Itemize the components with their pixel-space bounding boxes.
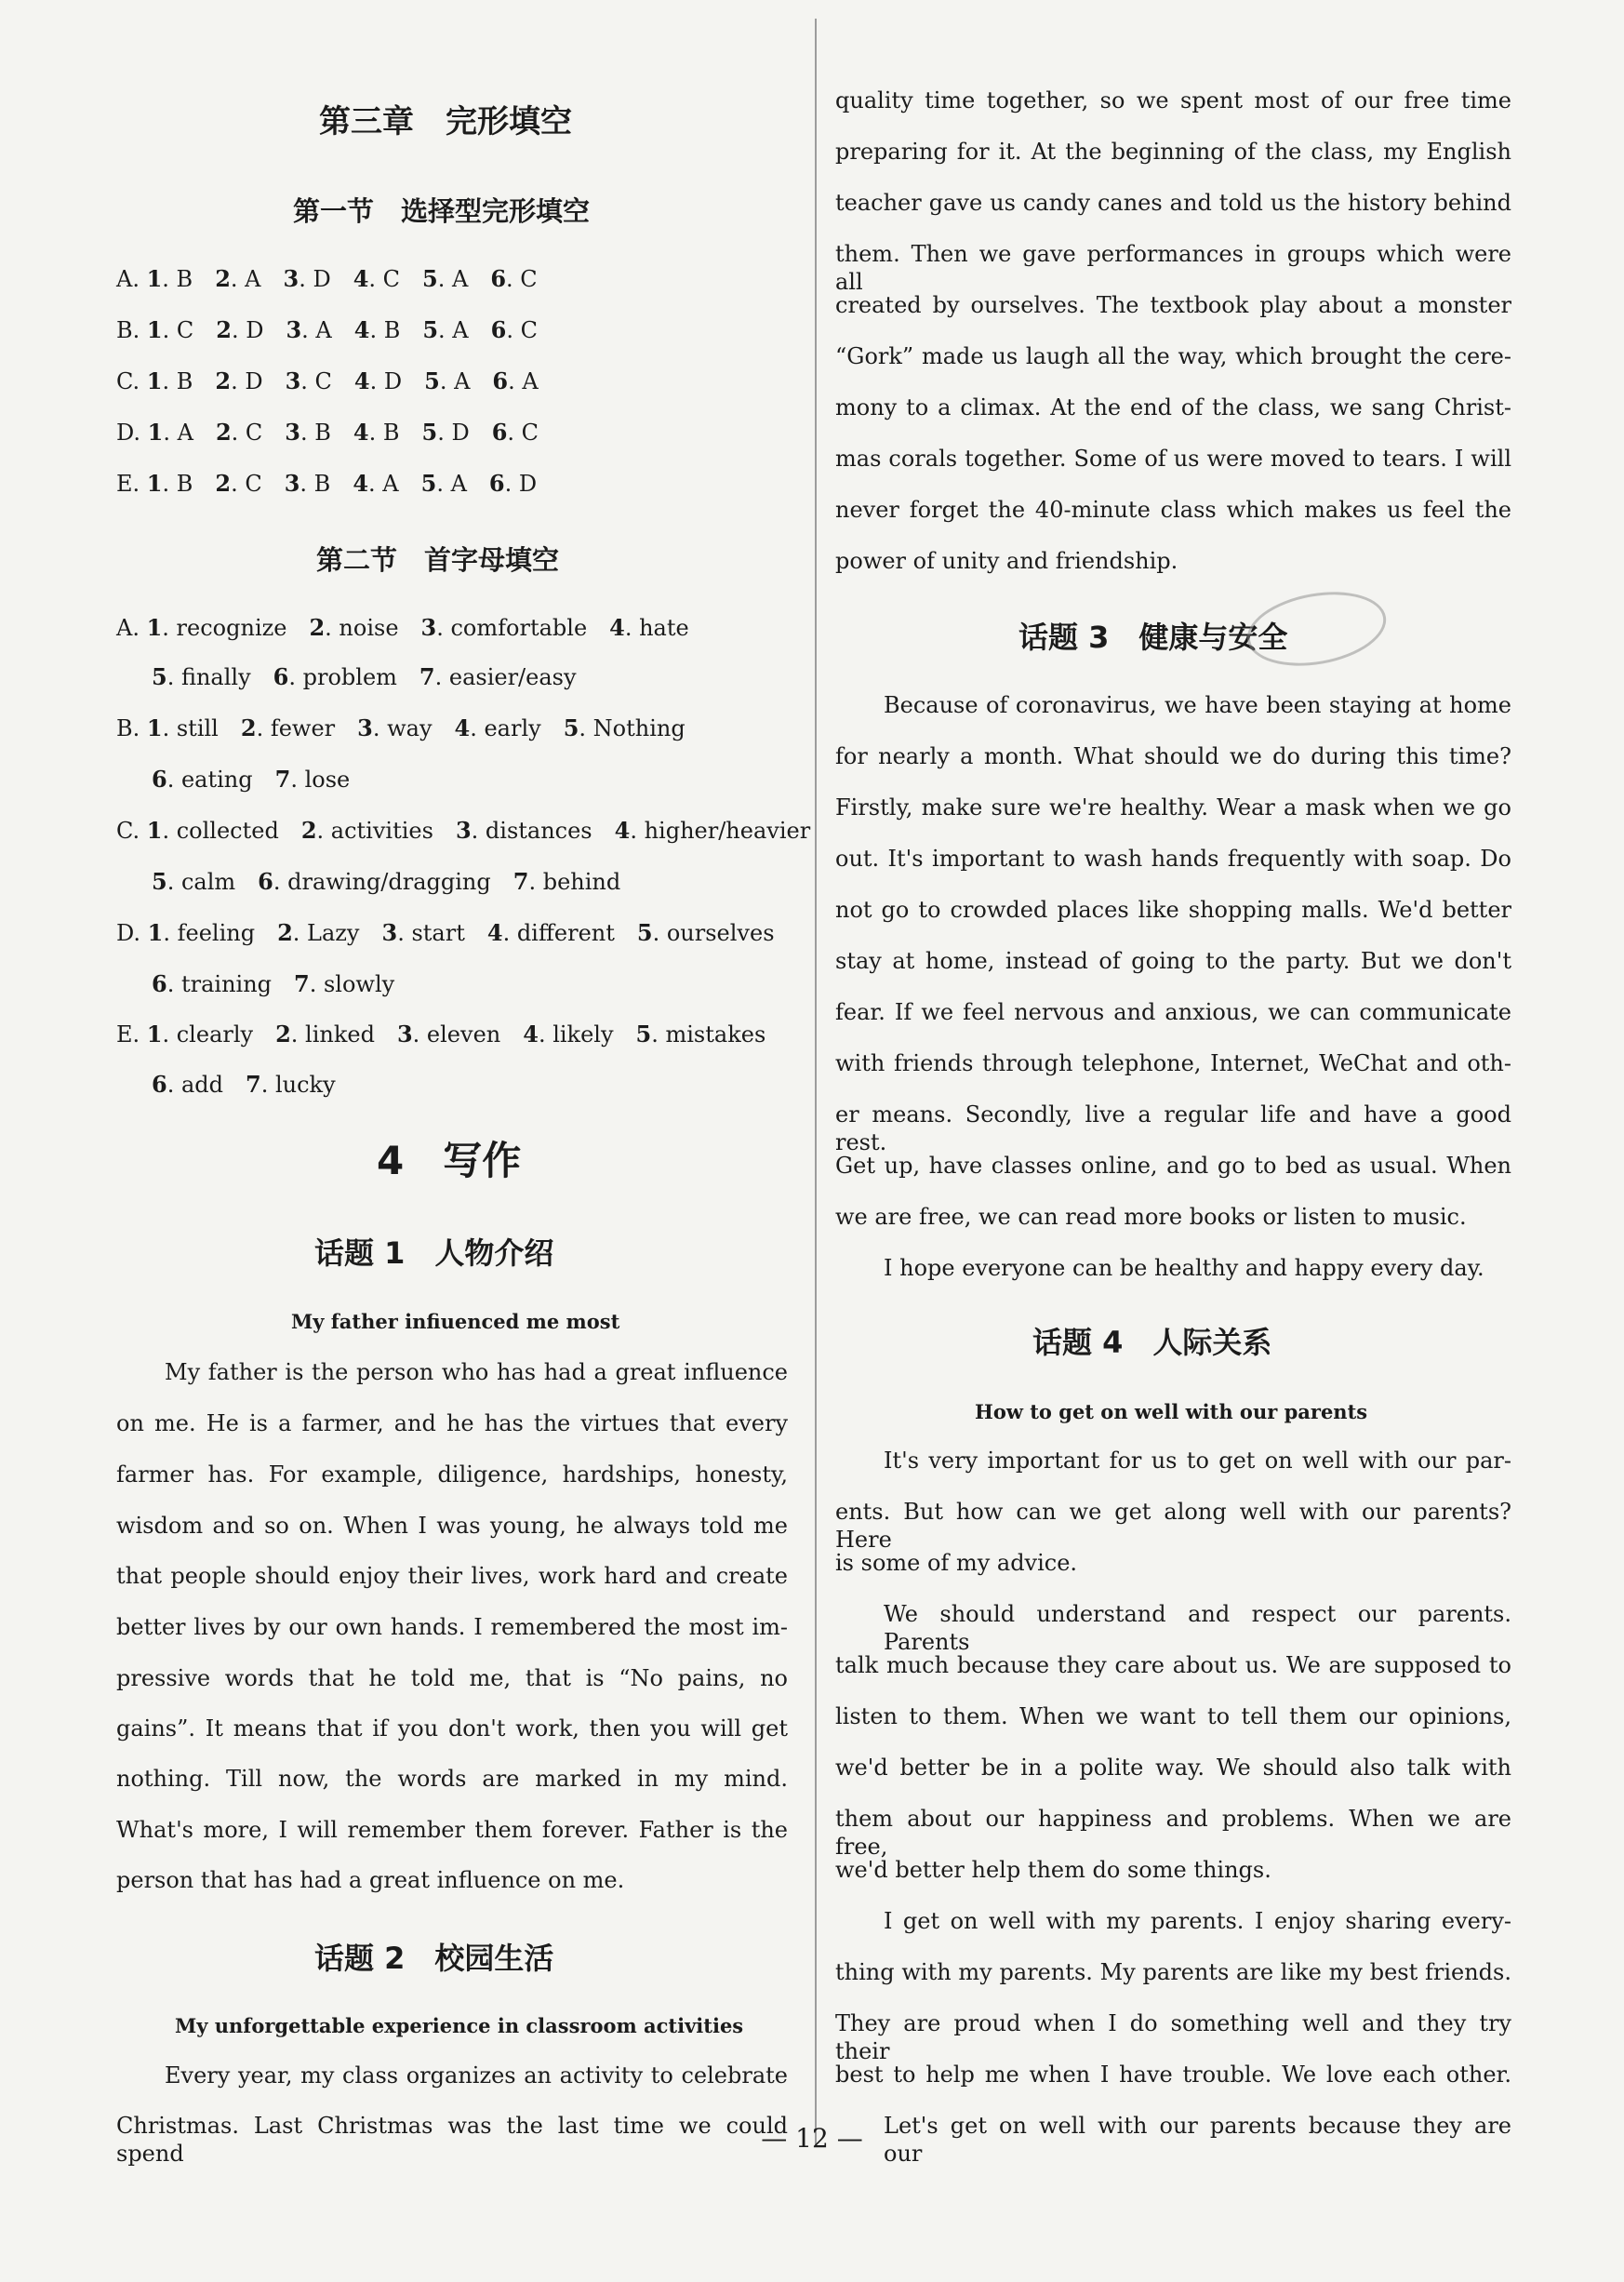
text-line: teacher gave us candy canes and told us the history behind — [835, 190, 1511, 216]
text-line: preparing for it. At the beginning of the class, my English — [835, 139, 1511, 165]
text-line: that people should enjoy their lives, work hard and create — [116, 1563, 788, 1589]
text-line: pressive words that he told me, that is “No pains, no — [116, 1665, 788, 1691]
answer-row: 6. eating 7. lose — [152, 766, 351, 793]
text-line: Let's get on well with our parents because they are our — [884, 2113, 1511, 2167]
text-line: It's very important for us to get on well with our par- — [884, 1448, 1511, 1474]
answer-row: A. 1. B 2. A 3. D 4. C 5. A 6. C — [116, 265, 538, 292]
text-line: not go to crowded places like shopping malls. We'd better — [835, 897, 1511, 923]
text-line: them. Then we gave performances in groups which were all — [835, 241, 1511, 295]
answer-row: B. 1. C 2. D 3. A 4. B 5. A 6. C — [116, 316, 538, 343]
answer-row: D. 1. feeling 2. Lazy 3. start 4. different 5. ourselves — [116, 919, 775, 946]
text-line: We should understand and respect our parents. Parents — [884, 1601, 1511, 1655]
text-line: mony to a climax. At the end of the class, we sang Christ- — [835, 394, 1511, 420]
text-line: created by ourselves. The textbook play about a monster — [835, 292, 1511, 318]
text-line: er means. Secondly, live a regular life and have a good rest. — [835, 1101, 1511, 1155]
text-line: we'd better be in a polite way. We should also talk with — [835, 1755, 1511, 1781]
answer-row: 6. add 7. lucky — [152, 1071, 336, 1098]
text-line: ents. But how can we get along well with our parents? Here — [835, 1499, 1511, 1553]
answer-row: D. 1. A 2. C 3. B 4. B 5. D 6. C — [116, 419, 539, 446]
text-line: farmer has. For example, diligence, hardships, honesty, — [116, 1461, 788, 1488]
answer-row: 5. calm 6. drawing/dragging 7. behind — [152, 868, 621, 895]
text-line: Get up, have classes online, and go to bed as usual. When — [835, 1153, 1511, 1179]
text-line: My father is the person who has had a great influence — [165, 1359, 788, 1385]
text-line: fear. If we feel nervous and anxious, we can communicate — [835, 999, 1511, 1025]
text-line: They are proud when I do something well and they try their — [835, 2010, 1511, 2064]
text-line: on me. He is a farmer, and he has the virtues that every — [116, 1410, 788, 1436]
text-line: with friends through telephone, Internet, WeChat and oth- — [835, 1050, 1511, 1076]
watermark-stamp — [1242, 581, 1392, 675]
text-line: What's more, I will remember them forever. Father is the — [116, 1817, 788, 1843]
topic2-title: 话题 2 校园生活 — [314, 1941, 554, 1976]
text-line: we'd better help them do some things. — [835, 1857, 1271, 1883]
text-line: gains”. It means that if you don't work, then you will get — [116, 1715, 788, 1742]
text-line: stay at home, instead of going to the party. But we don't — [835, 948, 1511, 974]
chapter-title: 第三章 完形填空 — [319, 103, 572, 140]
answer-row: C. 1. B 2. D 3. C 4. D 5. A 6. A — [116, 367, 539, 394]
text-line: nothing. Till now, the words are marked in my mind. — [116, 1766, 788, 1792]
topic4-title: 话题 4 人际关系 — [1032, 1325, 1272, 1360]
answer-row: B. 1. still 2. fewer 3. way 4. early 5. Nothing — [116, 714, 686, 741]
text-line: better lives by our own hands. I remembered the most im- — [116, 1614, 788, 1640]
topic1-subtitle: My father infiuenced me most — [291, 1310, 620, 1333]
text-line: listen to them. When we want to tell them our opinions, — [835, 1703, 1511, 1729]
answer-row: 6. training 7. slowly — [152, 970, 395, 997]
topic2-subtitle: My unforgettable experience in classroom activities — [175, 2014, 744, 2037]
text-line: them about our happiness and problems. When we are free, — [835, 1806, 1511, 1860]
text-line: quality time together, so we spent most of our free time — [835, 87, 1511, 113]
section1-title: 第一节 选择型完形填空 — [293, 195, 591, 227]
writing-title: 4 写作 — [377, 1138, 522, 1183]
text-line: talk much because they care about us. We are supposed to — [835, 1652, 1511, 1678]
text-line: person that has had a great influence on me. — [116, 1867, 625, 1893]
text-line: Firstly, make sure we're healthy. Wear a mask when we go — [835, 794, 1511, 821]
topic4-subtitle: How to get on well with our parents — [975, 1400, 1368, 1423]
text-line: we are free, we can read more books or listen to music. — [835, 1204, 1467, 1230]
text-line: never forget the 40-minute class which makes us feel the — [835, 497, 1511, 523]
answer-row: A. 1. recognize 2. noise 3. comfortable 4. hate — [116, 614, 689, 641]
topic3-title: 话题 3 健康与安全 — [1018, 620, 1288, 655]
text-line: Christmas. Last Christmas was the last time we could spend — [116, 2113, 788, 2167]
answer-row: C. 1. collected 2. activities 3. distances 4. higher/heavier — [116, 817, 811, 844]
answer-row: E. 1. B 2. C 3. B 4. A 5. A 6. D — [116, 470, 538, 497]
text-line: is some of my advice. — [835, 1550, 1078, 1576]
text-line: Because of coronavirus, we have been staying at home — [884, 692, 1511, 718]
page-number: — 12 — — [761, 2123, 863, 2154]
column-divider — [815, 19, 817, 2144]
text-line: “Gork” made us laugh all the way, which brought the cere- — [835, 343, 1511, 369]
answer-row: 5. finally 6. problem 7. easier/easy — [152, 663, 577, 690]
text-line: mas corals together. Some of us were moved to tears. I will — [835, 446, 1511, 472]
answer-row: E. 1. clearly 2. linked 3. eleven 4. likely 5. mistakes — [116, 1021, 766, 1048]
text-line: best to help me when I have trouble. We love each other. — [835, 2062, 1511, 2088]
text-line: for nearly a month. What should we do during this time? — [835, 743, 1511, 769]
text-line: thing with my parents. My parents are like my best friends. — [835, 1959, 1511, 1985]
text-line: power of unity and friendship. — [835, 548, 1178, 574]
topic1-title: 话题 1 人物介绍 — [314, 1235, 554, 1271]
text-line: wisdom and so on. When I was young, he always told me — [116, 1513, 788, 1539]
text-line: out. It's important to wash hands frequently with soap. Do — [835, 846, 1511, 872]
text-line: Every year, my class organizes an activity to celebrate — [165, 2062, 788, 2088]
text-line: I get on well with my parents. I enjoy sharing every- — [884, 1908, 1511, 1934]
text-line: I hope everyone can be healthy and happy every day. — [884, 1255, 1484, 1281]
section2-title: 第二节 首字母填空 — [316, 544, 560, 576]
